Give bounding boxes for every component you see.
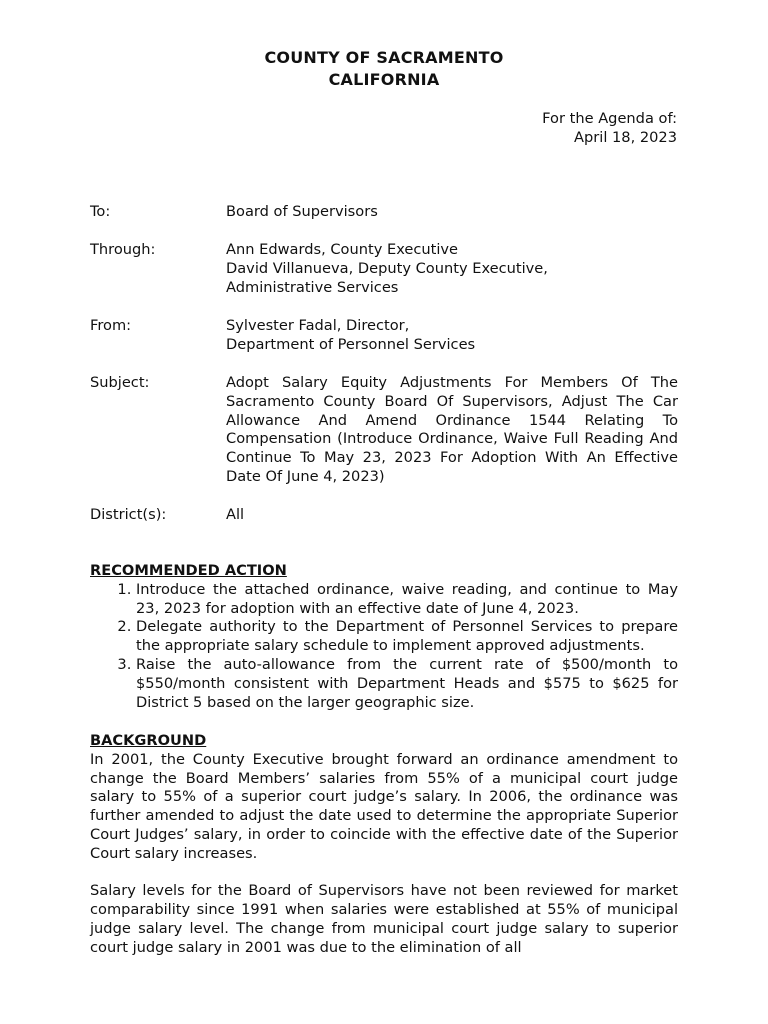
from-label: From: (90, 317, 132, 334)
to-value: Board of Supervisors (226, 203, 378, 220)
to-label: To: (90, 203, 111, 220)
recommended-action-title: RECOMMENDED ACTION (90, 562, 287, 579)
heading-state: CALIFORNIA (328, 70, 440, 89)
background-paragraph: In 2001, the County Executive brought forward an ordinance amendment to change the Board Members’ salaries from 55% of a municipal court judge salary to 55% of a superior court judge’s salary. In 2006, the ordinance was further amended to adjust the date used to determine the appropriate Superior Court Judges’ salary, in order to coincide with the effective date of the Superior Court salary increases. (90, 750, 678, 862)
background-paragraph: Salary levels for the Board of Supervisors have not been reviewed for market comparability since 1991 when salaries were established at 55% of municipal judge salary level. The change from municipal court judge salary to superior court judge salary in 2001 was due to the elimination of all (90, 882, 678, 956)
through-line: Administrative Services (226, 278, 399, 296)
through-line: David Villanueva, Deputy County Executive, (226, 259, 548, 277)
list-item: 2. Delegate authority to the Department of Personnel Services to prepare the appropriate salary schedule to implement approved adjustments. (136, 618, 678, 656)
subject-value: Adopt Salary Equity Adjustments For Members Of The Sacramento County Board Of Supervisors, Adjust The Car Allowance And Amend Ordinance 1544 Relating To Compensation (Introduce Ordinance, Waive Full Reading And Continue To May 23, 2023 For Adoption With An Effective Date Of June 4, 2023) (226, 374, 678, 485)
recommended-action-list (90, 581, 678, 713)
list-item: 1. Introduce the attached ordinance, waive reading, and continue to May 23, 2023 for adoption with an effective date of June 4, 2023. (136, 581, 678, 619)
agenda-block (542, 110, 677, 148)
heading-county: COUNTY OF SACRAMENTO (264, 48, 504, 67)
subject-label: Subject: (90, 374, 150, 391)
through-label: Through: (90, 241, 156, 258)
from-line: Department of Personnel Services (226, 335, 476, 353)
background-title: BACKGROUND (90, 732, 207, 749)
district-value: All (226, 506, 245, 523)
from-line: Sylvester Fadal, Director, (226, 317, 410, 334)
background-section (90, 732, 678, 958)
list-item: 3. Raise the auto-allowance from the current rate of $500/month to $550/month consistent with Department Heads and $575 to $625 for District 5 based on the larger geographic size. (136, 656, 678, 712)
from-value (226, 317, 678, 355)
document-heading (0, 47, 768, 91)
recommended-action-section (90, 562, 678, 712)
through-value (226, 241, 678, 297)
agenda-date: April 18, 2023 (574, 128, 677, 146)
district-label: District(s): (90, 506, 167, 523)
agenda-label: For the Agenda of: (542, 110, 677, 127)
through-line: Ann Edwards, County Executive (226, 241, 459, 258)
